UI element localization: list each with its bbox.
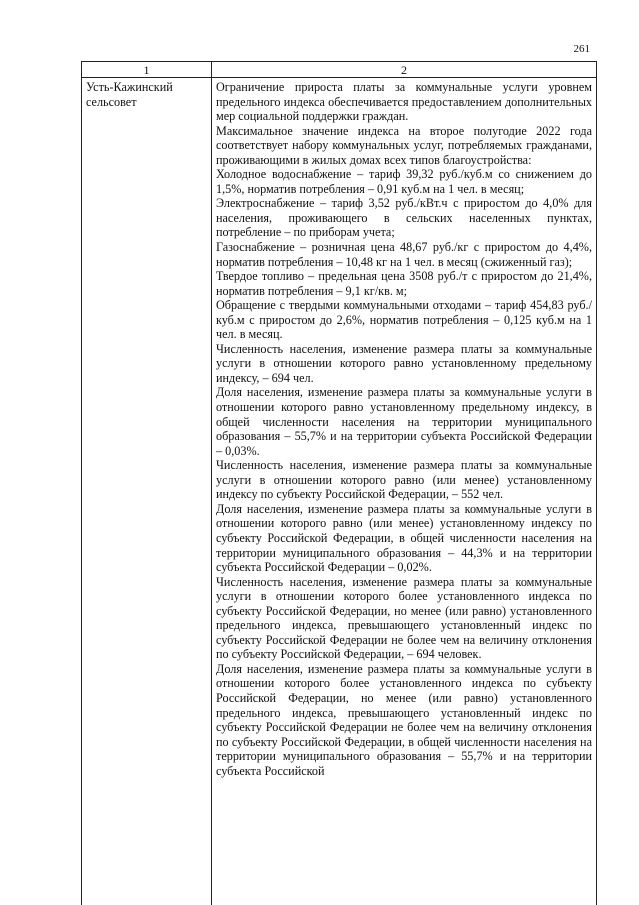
table-header-row	[82, 61, 596, 78]
paragraph: Доля населения, изменение размера платы за коммунальные услуги в отношении которого более установленного индекса по субъекту Российской Федерации, но менее (или равно) установленного предельного индекса, превышающего установленный индекс по субъекту Российской Федерации не более чем на величину отклонения по субъекту Российской Федерации, в общей численности населения на территории муниципального образования – 55,7% и на территории субъекта Российской	[216, 661, 592, 778]
municipality-name: Усть-Кажинский сельсовет	[86, 80, 173, 109]
content-cell	[216, 80, 592, 778]
paragraph: Численность населения, изменение размера платы за коммунальные услуги в отношении которого более установленного индекса по субъекту Российской Федерации, но менее (или равно) установленного предельного индекса, превышающего установленный индекс по субъекту Российской Федерации не более чем на величину отклонения по субъекту Российской Федерации, – 694 человек.	[216, 574, 592, 662]
paragraph: Доля населения, изменение размера платы за коммунальные услуги в отношении которого равно установленному предельному индексу, в общей численности населения на территории муниципального образования – 55,7% и на территории субъекта Российской Федерации – 0,03%.	[216, 385, 592, 458]
paragraph: Численность населения, изменение размера платы за коммунальные услуги в отношении которого равно (или менее) установленному индексу по субъекту Российской Федерации, – 552 чел.	[216, 458, 592, 502]
paragraph: Холодное водоснабжение – тариф 39,32 руб./куб.м со снижением до 1,5%, норматив потребления – 0,91 куб.м на 1 чел. в месяц;	[216, 167, 592, 196]
column-1-header: 1	[143, 63, 150, 77]
document-table	[81, 61, 597, 905]
paragraph: Газоснабжение – розничная цена 48,67 руб./кг с приростом до 4,4%, норматив потребления – 10,48 кг на 1 чел. в месяц (сжиженный газ);	[216, 240, 592, 269]
page-number: 261	[573, 43, 590, 55]
paragraph: Ограничение прироста платы за коммунальные услуги уровнем предельного индекса обеспечивается предоставлением дополнительных мер социальной поддержки граждан.	[216, 80, 592, 124]
column-divider	[211, 61, 212, 905]
paragraph: Максимальное значение индекса на второе полугодие 2022 года соответствует набору коммунальных услуг, потребляемых гражданами, проживающими в жилых домах всех типов благоустройства:	[216, 123, 592, 167]
paragraph: Электроснабжение – тариф 3,52 руб./кВт.ч с приростом до 4,0% для населения, проживающего в сельских населенных пунктах, потребление – по приборам учета;	[216, 196, 592, 240]
paragraph: Численность населения, изменение размера платы за коммунальные услуги в отношении которого равно установленному предельному индексу, – 694 чел.	[216, 341, 592, 385]
paragraph: Доля населения, изменение размера платы за коммунальные услуги в отношении которого равно (или менее) установленному индексу по субъекту Российской Федерации, в общей численности населения на территории муниципального образования – 44,3% и на территории субъекта Российской Федерации – 0,02%.	[216, 501, 592, 575]
paragraph: Обращение с твердыми коммунальными отходами – тариф 454,83 руб./куб.м с приростом до 2,6%, норматив потребления – 0,125 куб.м на 1 чел. в месяц.	[216, 298, 592, 342]
paragraph: Твердое топливо – предельная цена 3508 руб./т с приростом до 21,4%, норматив потребления – 9,1 кг/кв. м;	[216, 269, 592, 298]
column-2-header: 2	[401, 63, 407, 77]
